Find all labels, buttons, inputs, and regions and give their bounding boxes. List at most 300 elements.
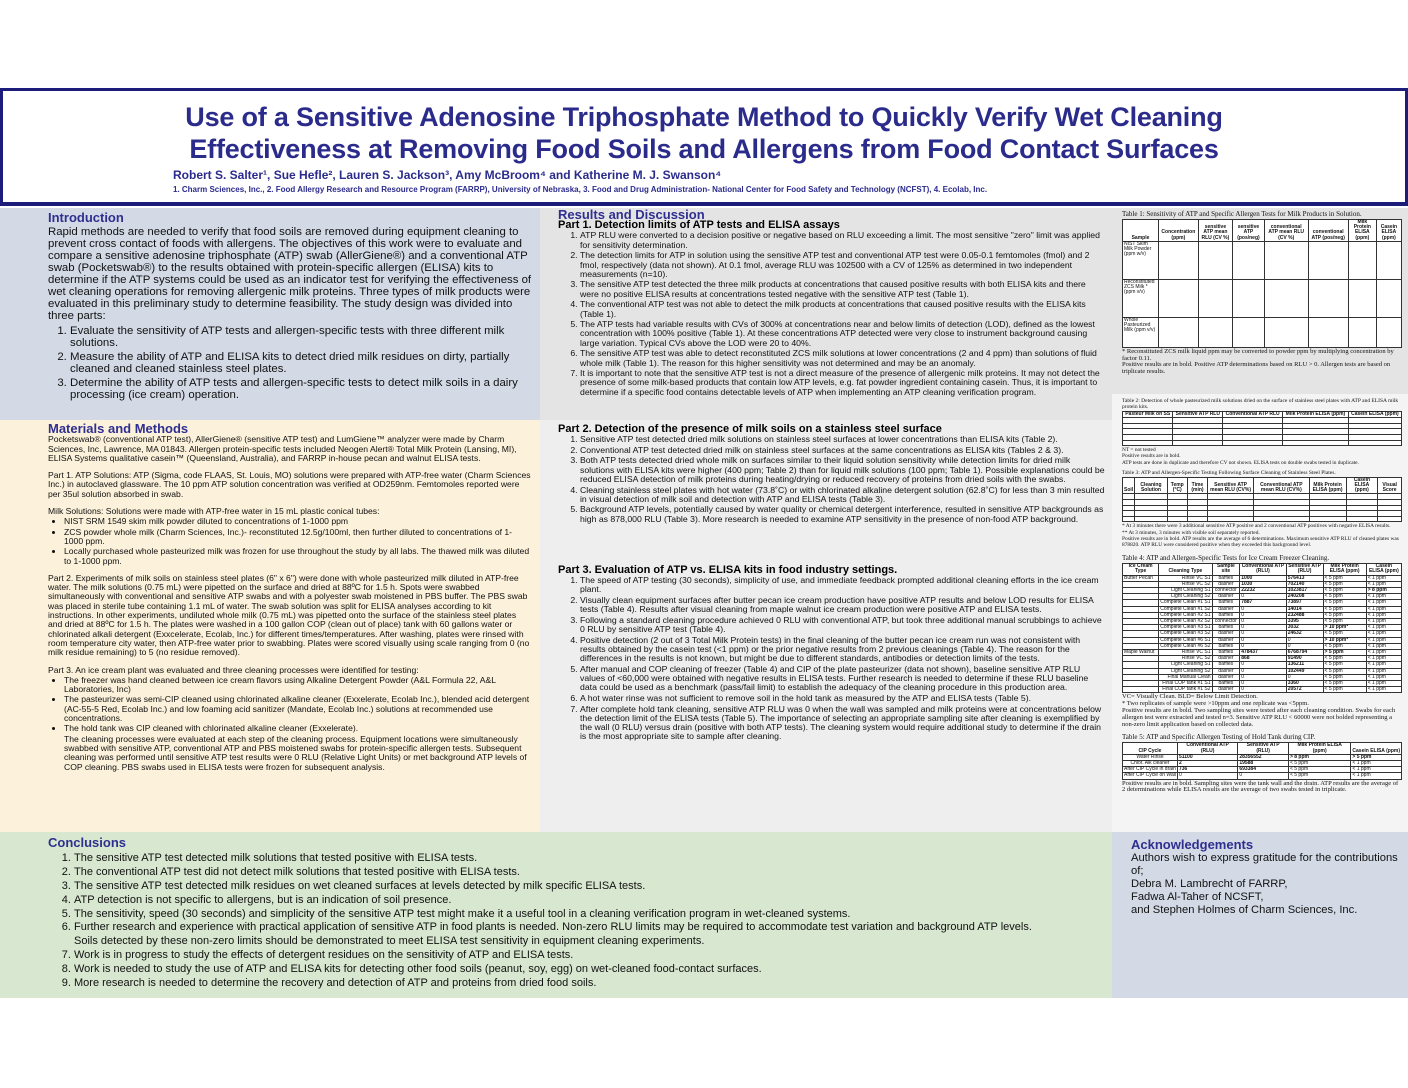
column-header: Sensitive ATP (RLU) (1238, 743, 1289, 754)
column-header: Sensitive ATP (RLU) (1286, 564, 1323, 575)
table-cell: connector (1212, 587, 1240, 593)
list-item: 4. Positive detection (2 out of 3 Total Milk Protein tests) in the final cleaning of the butter pecan ice cream run was not consistent with results obtained by the casein test (<1 ppm) or the prior negative results from 2 previous cleanings (Table 4). The reason for the differences in the results is not known, but might be due to different standards, antibodies or detection limits of the tests. (580, 636, 1106, 664)
table-cell: dasher (1212, 656, 1240, 662)
table-cell (1135, 516, 1168, 522)
table-cell (1348, 440, 1401, 446)
table-cell (1233, 317, 1265, 347)
acknowledgement-line: Fadwa Al-Taher of NCSFT, (1131, 891, 1264, 903)
list-item: 4. Cleaning stainless steel plates with hot water (73.8˚C) or with chlorinated alkaline detergent solution (62.8˚C) for less than 3 min resulted in visual detection of milk soil and detection with ATP and ELISA tests (Table 3). (580, 486, 1106, 504)
column-header: Milk Protein ELISA (ppm) (1309, 477, 1346, 494)
list-item: • The hold tank was CIP cleaned with chlorinated alkaline cleaner (Exxelerate). (64, 724, 532, 733)
column-header: Concentration (ppm) (1159, 220, 1199, 242)
table-cell: 19588 (1238, 761, 1289, 767)
table-cell: 0 (1286, 643, 1323, 649)
table2-block (1112, 394, 1408, 466)
table-cell (1346, 516, 1378, 522)
table-cell: 0 (1286, 674, 1323, 680)
table2-note: ATP tests are done in duplicate and therefore CV not shown. ELISA tests on double swabs tested in duplicate. (1122, 459, 1359, 466)
table-cell: dasher (1212, 668, 1240, 674)
column-header: Milk Protein ELISA (ppm) (1323, 564, 1366, 575)
table-cell: 3395 (1286, 619, 1323, 625)
table-cell: connector (1212, 619, 1240, 625)
column-header: Temp (°C) (1167, 477, 1187, 494)
table-2 (1122, 411, 1402, 446)
table-cell: 1030 (1240, 581, 1287, 587)
table-cell: Light Cleaning S2 (1159, 594, 1212, 600)
table-header-row (1123, 412, 1402, 418)
table-header-row (1123, 220, 1402, 242)
table-cell: Rinse VC S2 (1159, 581, 1212, 587)
table-cell: Complete Clean #6 S2 (1160, 642, 1211, 649)
part2-title: Part 2. Detection of the presence of milk soils on a stainless steel surface (558, 422, 942, 435)
table-row (1123, 241, 1402, 279)
table-cell: Final COP tank #1 S1 (1159, 681, 1212, 687)
table-cell: < 1 ppm (1366, 687, 1401, 693)
table-cell: > 5 ppm (1323, 650, 1366, 656)
table-cell: 702140 (1286, 581, 1323, 587)
part1-list (580, 231, 1106, 396)
table-cell: 0 (1240, 619, 1287, 625)
table-cell: 14014 (1286, 606, 1323, 612)
table-cell: < 1 ppm (1366, 606, 1401, 612)
table-cell: < 1 ppm (1366, 662, 1401, 668)
table-cell: < 5 ppm (1323, 668, 1366, 674)
acknowledgements-section (1112, 832, 1408, 998)
column-header: conventional ATP (pos/neg) (1308, 220, 1348, 242)
introduction-list (70, 325, 532, 401)
column-header: Conventional ATP RLU (1223, 412, 1283, 418)
table-cell: < 5 ppm (1323, 631, 1366, 637)
table-cell: baffles (1212, 575, 1240, 581)
table-cell: < 5 ppm (1288, 773, 1350, 779)
table-cell: baffles (1212, 681, 1240, 687)
table-cell: < 1 ppm (1351, 761, 1402, 767)
table-cell (1123, 516, 1135, 522)
table-cell: < 5 ppm (1323, 662, 1366, 668)
column-header: Time (min) (1187, 477, 1207, 494)
results-heading: Results and Discussion (558, 207, 705, 222)
table5-block (1112, 728, 1408, 794)
list-item: 5. Background ATP levels, potentially caused by water quality or chemical detergent interference, resulted in sensitive ATP backgrounds as high as 878,000 RLU (Table 3). More research is needed to examine ATP sensitivity in the presence of non-food ATP background. (580, 505, 1106, 523)
table-cell: < 1 ppm (1366, 668, 1401, 674)
methods-paragraph: Part 1. ATP Solutions: ATP (Sigma, code FLAAS, St. Louis, MO) solutions were prepared with ATP-free water (Charm Sciences Inc.) in autoclaved glassware. The 10 ppm ATP solution concentration was verified at OD259nm. Femtomoles reported were per 35ul solution absorbed in swab. (48, 470, 531, 499)
table-cell: < 5 ppm (1323, 612, 1366, 618)
table-cell: Complete Clean #6 S1 (1160, 636, 1211, 643)
column-header: Sample site (1212, 564, 1240, 575)
table1-note: Positive results are in bold. Positive ATP determinations based on RLU > 0. Allergen tests are based on triplicate results. (1122, 361, 1391, 376)
table-cell: 868 (1240, 656, 1287, 662)
table-cell: Complete Clean #3 S2 (1160, 630, 1211, 637)
table5-note: Positive results are in bold. Sampling sites were the tank wall and the drain. ATP results are the average of 2 determinations while ELISA results are the average of two swabs tested in triplicate. (1122, 779, 1399, 794)
list-item: 2. The conventional ATP test did not detect milk solutions that tested positive with ELISA tests. (74, 866, 1104, 880)
part3-title: Part 3. Evaluation of ATP vs. ELISA kits in food industry settings. (558, 563, 898, 576)
list-item: • ZCS powder whole milk (Charm Sciences, Inc.)- reconstituted 12.5g/100ml, then further diluted to concentrations of 1- 1000 ppm. (64, 528, 532, 547)
table-cell: 22232 (1240, 587, 1287, 593)
table-cell: After CIP Cycle in drain (1124, 766, 1176, 773)
group-label: Maple Walnut (1123, 650, 1159, 656)
table-cell: < 1 ppm (1366, 612, 1401, 618)
table-row (1123, 317, 1402, 347)
list-item: 1. Evaluate the sensitivity of ATP tests and allergen-specific tests with three different milk solutions. (70, 325, 532, 349)
table-cell: 0 (1240, 637, 1287, 643)
table-cell: 0 (1240, 606, 1287, 612)
methods-section (0, 420, 540, 832)
table-row (1123, 516, 1402, 522)
table-cell (1167, 516, 1187, 522)
table-cell: dasher (1212, 674, 1240, 680)
table4-caption: Table 4: ATP and Allergen-Specific Tests for Ice Cream Freezer Cleaning. (1122, 554, 1330, 563)
table-cell: dasher (1212, 606, 1240, 612)
table1-note: * Reconstituted ZCS milk liquid ppm may be converted to powder ppm by multiplying concentration by factor 0.11. (1122, 347, 1394, 362)
table-cell: 693384 (1238, 767, 1289, 773)
table2-caption: Table 2: Detection of whole pasteurized milk solutions dried on the surface of stainless steel plates with ATP and ELISA milk protein kits. (1122, 398, 1399, 410)
table-cell: Light Cleaning S2 (1159, 668, 1212, 674)
table-cell: baffles (1212, 662, 1240, 668)
table-cell: Rinse VC S1 (1159, 575, 1212, 581)
table-cell: < 1 ppm (1366, 643, 1401, 649)
acknowledgement-line: Debra M. Lambrecht of FARRP, (1131, 878, 1288, 890)
table-cell: < 1 ppm (1366, 650, 1401, 656)
list-item: • The pasteurizer was semi-CIP cleaned using chlorinated alkaline cleaner (Exxelerate, Ecolab Inc.), blended acid detergent (AC-55-5 Red, Ecolab Inc.) and low foaming acid sanitizer (Mandate, Ecolab Inc.) solutions at recommended use concentrations. (64, 695, 532, 723)
table-cell (1159, 279, 1199, 317)
table-cell: < 1 ppm (1366, 594, 1401, 600)
list-item: 1. The speed of ATP testing (30 seconds), simplicity of use, and immediate feedback prompted additional cleaning efforts in the ice cream plant. (580, 576, 1106, 594)
table4-block (1112, 548, 1408, 728)
table-cell: > 5 ppm (1351, 754, 1402, 760)
table-row (1123, 440, 1402, 446)
column-header: sensitive ATP (pos/neg) (1233, 220, 1265, 242)
table-cell (1348, 241, 1376, 279)
table-cell: < 1 ppm (1366, 619, 1401, 625)
table3-block (1112, 466, 1408, 548)
table-cell: 0 (1240, 594, 1287, 600)
list-item: 1. ATP RLU were converted to a decision positive or negative based on RLU exceeding a limit. The most sensitive "zero" limit was applied for sensitivity determination. (580, 231, 1106, 249)
table-cell: < 5 ppm (1323, 575, 1366, 581)
table-cell: Complete Clean #2 S1 (1160, 611, 1211, 618)
conclusions-list (74, 852, 1104, 991)
poster-title: Use of a Sensitive Adenosine Triphosphate Method to Quickly Verify Wet Cleaning Effectiveness at Removing Food Soils and Allergens from Food Contact Surfaces (185, 102, 1223, 164)
table-cell: < 1 ppm (1351, 767, 1402, 773)
table-cell (1173, 440, 1223, 446)
table-cell (1376, 241, 1401, 279)
table5-caption: Table 5: ATP and Specific Allergen Testing of Hold Tank during CIP. (1122, 733, 1316, 742)
column-header: Casein ELISA (ppm) (1346, 477, 1378, 494)
table-cell: 91490 (1286, 656, 1323, 662)
table-cell: 0 (1240, 681, 1287, 687)
table-cell: Light Cleaning S1 (1159, 587, 1212, 593)
list-item: 5. The sensitivity, speed (30 seconds) and simplicity of the sensitive ATP test might make it a useful tool in a cleaning verification program in wet-cleaned systems. (74, 908, 1104, 922)
column-header: Cleaning Type (1159, 564, 1212, 575)
table-cell: 1000 (1240, 575, 1287, 581)
table-cell (1198, 241, 1232, 279)
table-cell: After CIP Cycle on Wall (1124, 772, 1176, 779)
acknowledgement-line: and Stephen Holmes of Charm Sciences, Inc. (1131, 904, 1358, 916)
table-5 (1122, 742, 1402, 779)
table-cell: < 5 ppm (1323, 600, 1366, 606)
list-item: 3. The sensitive ATP test detected milk residues on wet cleaned surfaces at levels detected by milk specific ELISA tests. (74, 880, 1104, 894)
introduction-body: Rapid methods are needed to verify that food soils are removed during equipment cleaning to prevent cross contact of foods with allergens. The objectives of this work were to evaluate and compare a sensitive adenosine triphosphate (ATP) swab (AllerGiene®) and a conventional ATP swab (Pocketswab®) to the results obtained with protein-specific allergen (ELISA) kits to determine if the ATP systems could be used as an indicator test for verifying the effectiveness of wet cleaning operations for removing allergenic milk proteins. Three types of milk products were evaluated in this preliminary study to determine feasibility. The study design was divided into three parts: (48, 226, 532, 322)
list-item: 3. Following a standard cleaning procedure achieved 0 RLU with conventional ATP, but took three additional manual scrubbings to achieve 0 RLU by sensitive ATP test (Table 4). (580, 616, 1106, 634)
table-cell: Rinse VC S1 (1159, 650, 1212, 656)
column-header: Conventional ATP (RLU) (1240, 564, 1287, 575)
table-cell: 1023817 (1286, 587, 1323, 593)
column-header: Casein ELISA (ppm) (1351, 743, 1402, 754)
table-cell: < 1 ppm (1366, 637, 1401, 643)
table-cell: < 1 ppm (1366, 674, 1401, 680)
introduction-section (0, 208, 540, 420)
table-cell (1187, 516, 1207, 522)
table-cell: 24632 (1286, 631, 1323, 637)
table-cell: 0 (1240, 631, 1287, 637)
list-item: 4. ATP detection is not specific to allergens, but is an indication of soil presence. (74, 894, 1104, 908)
plant-list (64, 676, 532, 734)
list-item: 7. After complete hold tank cleaning, sensitive ATP RLU was 0 when the wall was sampled and milk proteins were at concentrations below the detection limit of the ELISA tests (Table 5). The importance of selecting an appropriate sampling site after cleaning is exemplified by the wall (0 RLU) versus drain (positive with both ATP tests). The cleaning system would require additional study to determine if the drain is the most appropriate site to sample after cleaning. (580, 705, 1106, 742)
table-cell: 0 (1177, 773, 1237, 779)
table-row (1123, 773, 1402, 779)
table-cell: baffles (1212, 625, 1240, 631)
list-item: 3. Determine the ability of ATP tests and allergen-specific tests to detect milk soils in a dairy processing (ice cream) operation. (70, 377, 532, 401)
table1-block (1112, 208, 1408, 394)
table-cell: 73897 (1286, 600, 1323, 606)
table4-note: * Two replicates of sample were >10ppm and one replicate was <5ppm. (1122, 700, 1309, 708)
conclusions-heading: Conclusions (48, 835, 127, 850)
column-header: Milk Protein ELISA (ppm) (1288, 743, 1350, 754)
table-cell: 478437 (1240, 650, 1287, 656)
table-cell: > 10 ppm* (1323, 625, 1366, 631)
table-cell: 6768794 (1286, 650, 1323, 656)
table-cell: Water Rinse (1123, 754, 1178, 760)
table-cell: < 1 ppm (1351, 773, 1402, 779)
table-cell (1376, 279, 1401, 317)
table-cell: < 1 ppm (1366, 656, 1401, 662)
table-header-row (1123, 564, 1402, 575)
part3-list (580, 576, 1106, 741)
table-cell: 20572 (1286, 687, 1323, 693)
results-section (540, 208, 1112, 832)
table-cell (1123, 440, 1173, 446)
part2-list (580, 435, 1106, 524)
table3-note: ** At 3 minutes, 3 minutes with visible soil separately reported. (1122, 529, 1260, 536)
column-header: Ice Cream Type (1123, 564, 1159, 575)
table-cell: Complete Clean #1 S1 (1160, 599, 1211, 606)
list-item: 7. Work is in progress to study the effects of detergent residues on the sensitivity of ATP and ELISA tests. (74, 949, 1104, 963)
table-cell: 736 (1177, 767, 1237, 773)
table-cell: Complete Clean #2 S2 (1160, 618, 1211, 624)
table-cell: dasher (1212, 631, 1240, 637)
table-cell: < 5 ppm (1323, 619, 1366, 625)
table-cell (1283, 440, 1349, 446)
table-cell: > 8 ppm (1288, 754, 1350, 760)
conclusions-section (0, 832, 1112, 998)
table-cell: 0 (1240, 612, 1287, 618)
table-cell (1308, 241, 1348, 279)
table-cell (1198, 279, 1232, 317)
table-header-row (1123, 743, 1402, 754)
table-cell: > 8 ppm (1366, 587, 1401, 593)
acknowledgement-line: Authors wish to express gratitude for the contributions of; (1131, 852, 1398, 877)
table-cell: 102449 (1286, 668, 1323, 674)
table-cell (1159, 241, 1199, 279)
table1-caption: Table 1: Sensitivity of ATP and Specific Allergen Tests for Milk Products in Solution. (1122, 210, 1362, 218)
table-cell: < 5 ppm (1323, 587, 1366, 593)
list-item: 5. After manual and COP cleaning of freezer (Table 4) and CIP of the plate pasteurizer (data not shown), baseline sensitive ATP RLU values of <60,000 were obtained with negative results in ELISA tests. Further research is needed to determine if these RLU baseline data could be used as a benchmark (pass/fail limit) to establish the adequacy of the cleaning procedure in this production area. (580, 665, 1106, 693)
table-cell: Rinse VC S2 (1159, 656, 1212, 662)
table-cell: < 5 ppm (1288, 767, 1350, 773)
table-cell: baffles (1212, 600, 1240, 606)
column-header: Conventional ATP (RLU) (1177, 743, 1237, 754)
table-cell: < 1 ppm (1366, 581, 1401, 587)
table-cell (1264, 317, 1308, 347)
list-item: 8. Work is needed to study the use of ATP and ELISA kits for detecting other food soils (peanut, soy, egg) on wet-cleaned food-contact surfaces. (74, 963, 1104, 977)
table-cell: dasher (1212, 687, 1240, 693)
column-header: Sensitive ATP RLU (1173, 412, 1223, 418)
table-1 (1122, 219, 1402, 348)
list-item: 9. More research is needed to determine the recovery and detection of ATP and proteins from dried food soils. (74, 977, 1104, 991)
group-label: NIST Skim Milk Powder (ppm w/v) (1123, 241, 1159, 279)
table-cell (1309, 516, 1346, 522)
list-item: 3. Both ATP tests detected dried whole milk on surfaces similar to their liquid solution sensitivity while detection limits for dried milk solutions with ELISA kits were higher (400 ppm; Table 2) than for liquid milk solutions (100 ppm; Table 1). Possible explanations could be reduced ELISA detection of milk proteins during heating/drying or reduced recovery of proteins from dried soils with the swabs. (580, 456, 1106, 484)
table-cell: < 5 ppm (1323, 681, 1366, 687)
column-header: Pasteur Milk on SS (1123, 412, 1173, 418)
column-header: Casein ELISA (ppm) (1348, 412, 1401, 418)
table-cell: < 5 ppm (1323, 674, 1366, 680)
table-cell: < 1 ppm (1366, 575, 1401, 581)
table2-note: NT = not tested (1122, 447, 1156, 454)
table-cell (1348, 279, 1376, 317)
list-item: 6. Further research and experience with practical application of sensitive ATP in food plants is needed. Non-zero RLU limits may be required to accommodate test variation and background ATP levels. (74, 921, 1104, 935)
table-cell: 3032 (1286, 625, 1323, 631)
methods-paragraph: Part 2. Experiments of milk soils on stainless steel plates (6" x 6") were done with whole pasteurized milk diluted in ATP-free water. The milk solutions (0.75 mL) were pipetted on the surface and dried at 88ºC for 1.5 h. Spots were swabbed simultaneously with conventional and sensitive ATP swabs and with a polyester swab moistened in PBS buffer. The PBS swab was placed in sterile tube containing 1.1 mL of water. The swab solution was split for ELISA analyses according to kit instructions. In other experiments, undiluted whole milk (0.75 mL) was pipetted onto the surface of the stainless steel plates and dried at 88ºC for 1.5 h. The plates were washed in a 100 gallon COP (clean out of place) tank with 60 gallons water or chlorinated alkali detergent (Exxcelerate, Ecolab, Inc.) for different times/temperatures. After washing, plates were rinsed with room temperature city water, then ATP-free water prior to swabbing. Plates were scored visually using scale ranging from 0 (no milk residue remaining) to 5 (no residue removed). (48, 572, 530, 658)
table-cell: 0 (1286, 637, 1323, 643)
column-header: Soil (1123, 477, 1135, 494)
part1-title: Part 1. Detection limits of ATP tests and ELISA assays (558, 219, 840, 232)
table-cell: Complete Clean #1 S2 (1160, 605, 1211, 612)
table-cell: Final Manual Clean (1159, 674, 1212, 680)
column-header: CIP Cycle (1123, 743, 1178, 754)
table-cell: dasher (1212, 637, 1240, 643)
table2-note: Positive results are in bold. (1122, 453, 1181, 460)
table-cell: dasher (1212, 581, 1240, 587)
list-item: 7. It is important to note that the sensitive ATP test is not a direct measure of the presence of allergenic milk proteins. It may not detect the presence of some milk-based products that contain low ATP levels, e.g. fat powder ingredient containing casein. Thus, it is important to determine if a specific food contains detectable levels of ATP when implementing an ATP cleaning verification program. (580, 369, 1106, 397)
table-cell: < 5 ppm (1323, 643, 1366, 649)
methods-paragraph: The cleaning processes were evaluated at each step of the cleaning process. Equipment locations were simultaneously swabbed with sensitive ATP, conventional ATP and PBS moistened swabs for protein-specific allergen tests. Subsequent cleaning was performed until sensitive ATP test results were 0 RLU (Relative Light Units) or met background ATP levels of COP cleaning. PBS swabs used in ELISA tests were frozen for subsequent analysis. (64, 733, 527, 772)
table-cell: 0 (1240, 687, 1287, 693)
list-item-continuation: Soils detected by these non-zero limits should be demonstrated to meet ELISA test sensitivity in equipment cleaning experiments. (74, 935, 705, 948)
column-header: Milk Protein ELISA (ppm) (1348, 220, 1376, 242)
table4-note: VC= Visually Clean. BLD= Below Limit Detection. (1122, 693, 1258, 701)
table-cell: 0 (1240, 662, 1287, 668)
methods-paragraph: Pocketswab® (conventional ATP test), AllerGiene® (sensitive ATP test) and LumGiene™ analyzer were made by Charm Sciences, Inc, Lawrence, MA 01843. Allergen protein-specific tests included Neogen Alert® Total Milk Protein (Lansing, MI), ELISA Systems qualitative casein™ (Queensland, Australia), and FARRP in-house pecan and walnut ELISA tests. (48, 434, 517, 463)
table-cell: Light Cleaning S1 (1159, 662, 1212, 668)
table-cell: < 5 ppm (1323, 687, 1366, 693)
table-cell (1264, 241, 1308, 279)
list-item: 2. The detection limits for ATP in solution using the sensitive ATP test and conventional ATP test were 0.05-0.1 femtomoles (fmol) and 2 fmol, respectively (data not shown). At 0.1 fmol, average RLU was 102500 with a CV of 125% as determined in two independent measurements (n=10). (580, 251, 1106, 279)
table-cell (1223, 440, 1283, 446)
list-item: 2. Conventional ATP test detected dried milk on stainless steel surfaces at the same concentrations as ELISA kits (Tables 2 & 3). (580, 446, 1106, 455)
table-cell (1208, 516, 1254, 522)
table3-caption: Table 3: ATP and Allergen-Specific Testing Following Surface Cleaning of Stainless Steel Plates. (1122, 469, 1336, 476)
column-header: Sensitive ATP mean RLU (CV%) (1208, 477, 1254, 494)
list-item: 1. The sensitive ATP test detected milk solutions that tested positive with ELISA tests. (74, 852, 1104, 866)
table-cell: 2 (1177, 761, 1237, 767)
table-cell: baffles (1212, 650, 1240, 656)
table-cell: baffles (1212, 612, 1240, 618)
acknowledgements-heading: Acknowledgements (1131, 837, 1254, 852)
table-cell: > 10 ppm* (1323, 637, 1366, 643)
table-cell: Final COP tank #1 S2 (1159, 687, 1212, 693)
table-cell: baffles (1212, 643, 1240, 649)
table-row (1123, 687, 1402, 693)
milk-solutions-list (64, 517, 532, 565)
table-cell: < 5 ppm (1323, 581, 1366, 587)
list-item: 3. The sensitive ATP test detected the three milk products at concentrations that caused positive results with both ELISA kits and there were no positive ELISA results at concentrations tested negative with the sensitive ATP test (Table 1). (580, 280, 1106, 298)
table-cell (1159, 317, 1199, 347)
table-cell: 0 (1238, 773, 1289, 779)
table-cell: 0 (1240, 674, 1287, 680)
group-label: Butter Pecan (1123, 575, 1159, 581)
list-item: • The freezer was hand cleaned between ice cream flavors using Alkaline Detergent Powder (A&L Formula 22, A&L Laboratories, Inc) (64, 676, 532, 695)
methods-paragraph: Part 3. An ice cream plant was evaluated and three cleaning processes were identified for testing: (48, 664, 419, 675)
table-cell: Chlor. Alk cleaner (1123, 761, 1178, 767)
list-item: 6. A hot water rinse was not sufficient to remove soil in the hold tank as measured by the ATP and ELISA tests (Table 5). (580, 694, 1106, 703)
table-cell: 51100 (1177, 754, 1237, 760)
tables-column (1112, 208, 1408, 832)
table-cell: 28356552 (1238, 754, 1289, 760)
table-cell: 0 (1240, 625, 1287, 631)
methods-heading: Materials and Methods (48, 421, 189, 436)
list-item: 1. Sensitive ATP test detected dried milk solutions on stainless steel surfaces at lower concentrations than ELISA kits (Table 2). (580, 435, 1106, 444)
table-cell: dasher (1212, 594, 1240, 600)
table-cell: 0 (1240, 643, 1287, 649)
list-item: 2. Measure the ability of ATP and ELISA kits to detect dried milk residues on dirty, partially cleaned and cleaned stainless steel plates. (70, 351, 532, 375)
introduction-heading: Introduction (48, 210, 124, 225)
table-cell (1198, 317, 1232, 347)
table-cell: 7887 (1240, 600, 1287, 606)
group-label: Whole Pasteurized Milk (ppm v/v) (1123, 317, 1159, 347)
table-cell: < 5 ppm (1323, 656, 1366, 662)
table-cell (1233, 279, 1265, 317)
column-header: Casein ELISA (ppm) (1376, 220, 1401, 242)
table3-note: Positive results are in bold. ATP results are the average of 6 determinations. Maximum sensitive ATP RLU of cleaned plates was 878820. ATP RLU were considered positive when they exceeded this background level. (1122, 535, 1399, 548)
table-cell: < 1 ppm (1366, 600, 1401, 606)
column-header: sensitive ATP mean RLU (CV %) (1198, 220, 1232, 242)
table-header-row (1123, 477, 1402, 494)
table-cell (1254, 516, 1310, 522)
methods-paragraph: Milk Solutions: Solutions were made with ATP-free water in 15 mL plastic conical tubes: (48, 506, 380, 517)
table-cell: 576413 (1286, 575, 1323, 581)
table-cell: < 1 ppm (1366, 625, 1401, 631)
column-header: Sample (1123, 220, 1159, 242)
table-cell (1233, 241, 1265, 279)
list-item: 2. Visually clean equipment surfaces after butter pecan ice cream production have positive ATP results and below LOD results for ELISA tests (Table 4). Results after visual cleaning from maple walnut ice cream production were positive ATP and ELISA tests. (580, 596, 1106, 614)
group-label: Reconstituted ZCS Milk * (ppm v/v) (1123, 279, 1159, 317)
table-4 (1122, 563, 1402, 693)
table-cell (1376, 317, 1401, 347)
list-item: 4. The conventional ATP test was not able to detect the milk products at concentrations that caused positive results with the ELISA kits (Table 1). (580, 300, 1106, 318)
table-cell: 0 (1240, 668, 1287, 674)
group-label (1123, 687, 1159, 693)
table-cell: 3360 (1286, 681, 1323, 687)
list-item: • Locally purchased whole pasteurized milk was frozen for use throughout the study by all labs. The thawed milk was diluted to 1-1000 ppm. (64, 547, 532, 566)
affiliations: 1. Charm Sciences, Inc., 2. Food Allergy Research and Resource Program (FARRP), University of Nebraska, 3. Food and Drug Administration- National Center for Food Safety and Technology (NCFST), 4. Ecolab, Inc. (173, 185, 988, 194)
table-cell (1308, 279, 1348, 317)
table-cell: 240208 (1286, 594, 1323, 600)
table-cell: < 1 ppm (1366, 631, 1401, 637)
table-cell (1348, 317, 1376, 347)
list-item: 5. The ATP tests had variable results with CVs of 300% at concentrations near and below limits of detection (LOD), defined as the lowest concentration with 100% positive (Table 1). At these concentrations ATP detected were very close to instrument background causing large variation. Typical CVs above the LOD were 20 to 40%. (580, 320, 1106, 348)
table-3 (1122, 477, 1402, 523)
column-header: Visual Score (1378, 477, 1402, 494)
